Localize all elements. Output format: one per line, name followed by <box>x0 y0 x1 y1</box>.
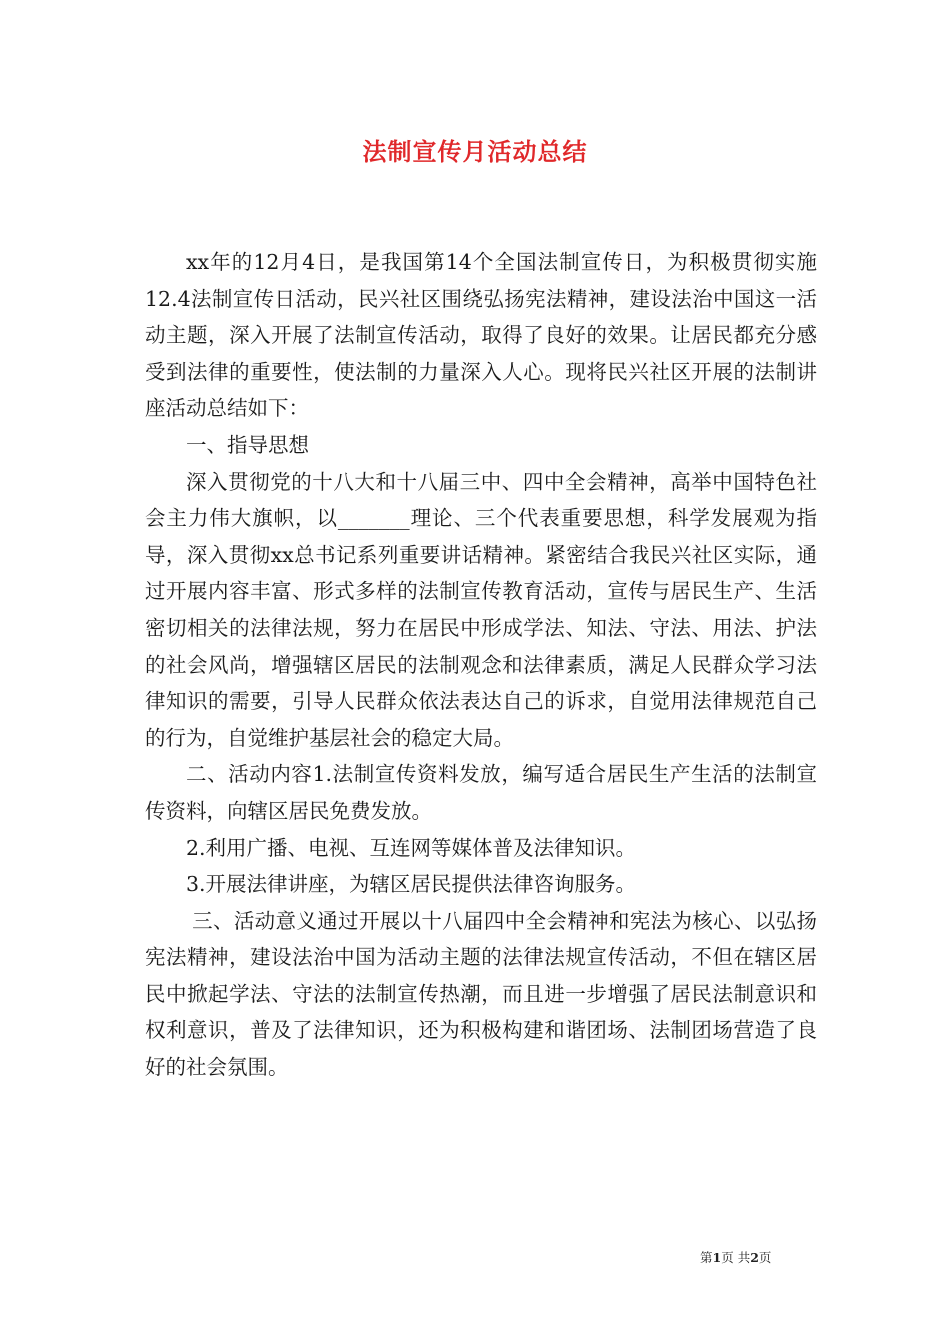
activity-meaning-paragraph: 三、活动意义通过开展以十八届四中全会精神和宪法为核心、以弘扬宪法精神，建设法治中国为活动主题的法律法规宣传活动，不但在辖区居民中掀起学法、守法的法制宣传热潮，而且进一步增强了居民法制意识和权利意识，普及了法律知识，还为积极构建和谐团场、法制团场营造了良好的社会氛围。 <box>145 908 817 1080</box>
footer-prefix: 第 <box>700 1250 713 1265</box>
total-page-number: 2 <box>750 1250 759 1265</box>
document-body <box>145 244 817 1086</box>
intro-paragraph: xx年的12月4日，是我国第14个全国法制宣传日，为积极贯彻实施12.4法制宣传日活动，民兴社区围绕弘扬宪法精神，建设法治中国这一活动主题，深入开展了法制宣传活动，取得了良好的效果。让居民都充分感受到法律的重要性，使法制的力量深入人心。现将民兴社区开展的法制讲座活动总结如下： <box>145 250 817 421</box>
page-number-footer <box>700 1248 771 1266</box>
current-page-number: 1 <box>712 1250 722 1265</box>
activity-content-paragraph: 二、活动内容1.法制宣传资料发放，编写适合居民生产生活的法制宣传资料，向辖区居民免费发放。 <box>145 762 817 823</box>
footer-suffix: 页 <box>758 1250 772 1265</box>
guiding-thought-paragraph: 深入贯彻党的十八大和十八届三中、四中全会精神，高举中国特色社会主力伟大旗帜，以_______理论、三个代表重要思想，科学发展观为指导，深入贯彻xx总书记系列重要讲话精神。紧密结合我民兴社区实际，通过开展内容丰富、形式多样的法制宣传教育活动，宣传与居民生产、生活密切相关的法律法规，努力在居民中形成学法、知法、守法、用法、护法的社会风尚，增强辖区居民的法制观念和法律素质，满足人民群众学习法律知识的需要，引导人民群众依法表达自己的诉求，自觉用法律规范自己的行为，自觉维护基层社会的稳定大局。 <box>145 469 817 750</box>
activity-item-3: 3.开展法律讲座，为辖区居民提供法律咨询服务。 <box>186 872 637 897</box>
activity-item-2: 2.利用广播、电视、互连网等媒体普及法律知识。 <box>186 835 637 860</box>
footer-middle: 页 共 <box>721 1250 751 1265</box>
document-title: 法制宣传月活动总结 <box>362 137 588 166</box>
section-heading-guiding-thought: 一、指导思想 <box>186 432 309 457</box>
